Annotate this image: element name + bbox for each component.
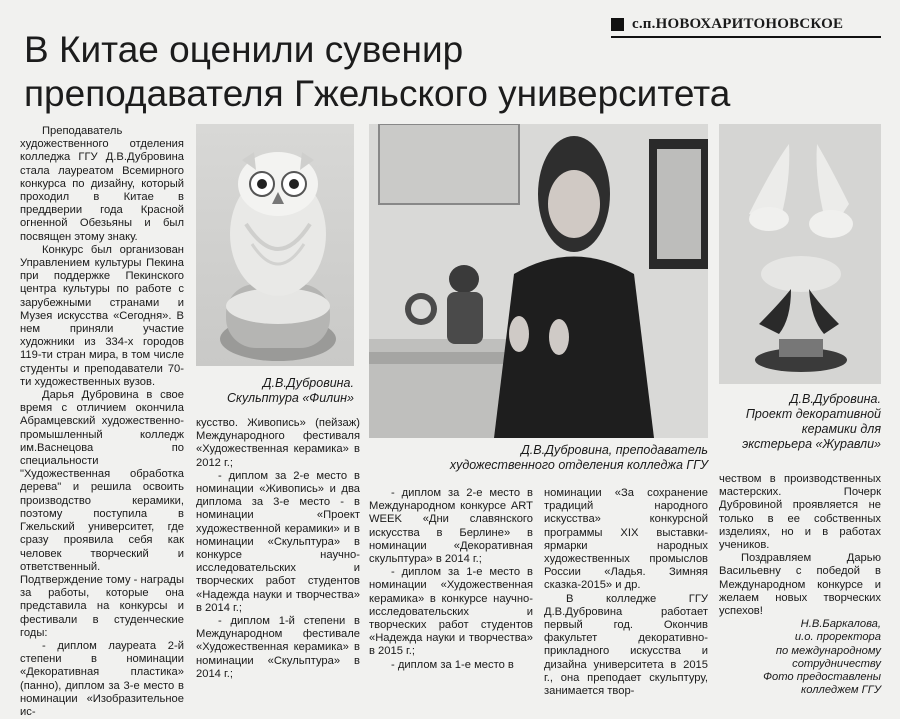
article-column-2	[196, 417, 360, 681]
caption-line: экстерьера «Журавли»	[742, 437, 881, 451]
paragraph: - диплом за 2-е место в номинации «Живопись» и два диплома за 3-е место - в номинации «Проект художественной керамики» и в номинации «Скульптура» в конкурсе научно-исследовательских и творческих работ студентов «Надежда науки и творчества» в 2014 г.;	[196, 469, 360, 614]
owl-caption	[196, 376, 354, 406]
paragraph: - диплом 1-й степени в Международном фестивале «Художественная керамика» в номинации «Скульптура» в 2014 г.;	[196, 615, 360, 680]
signature-line: Н.В.Баркалова,	[800, 618, 881, 631]
paragraph: Преподаватель художественного отделения колледжа ГГУ Д.В.Дубровина стала лауреатом Всемирного конкурса по дизайну, который проходил в Китае в преддверии года Красной огненной Обезьяны и был посвящен этому знаку.	[20, 125, 184, 243]
owl-sculpture-image	[196, 124, 354, 366]
article-column-5	[719, 473, 881, 697]
paragraph: - диплом за 1-е место в номинации «Художественная керамика» в конкурсе научно-исследовательских и творческих работ студентов «Надежда науки и творчества» в 2015 г.;	[369, 566, 533, 658]
cranes-sculpture-image	[719, 124, 881, 384]
photo-credit-line: колледжем ГГУ	[800, 684, 881, 697]
paragraph: Дарья Дубровина в свое время с отличием окончила Абрамцевский художественно-промышленный колледж им.Васнецова по специальности "Художественная обработка дерева" и решила освоить производство керамики, поэтому поступила в Гжельский университет, где сразу проявила себя как человек творческий и ответственный. Подтверждение тому - награды за работы, которые она представила на конкурсы и фестивали в студенческие годы:	[20, 389, 184, 639]
paragraph: - диплом лауреата 2-й степени в номинации «Декоративная пластика» (панно), диплом за 3-е место в номинации «Изобразительное ис-	[20, 639, 184, 718]
paragraph: В колледже ГГУ Д.В.Дубровина работает первый год. Окончив факультет декоративно-прикладного искусства и дизайна университета в 2015 г., она преподает скульптуру, занимается твор-	[544, 592, 708, 698]
caption-line: Д.В.Дубровина, преподаватель	[521, 443, 708, 457]
cranes-caption	[719, 392, 881, 452]
paragraph: - диплом за 2-е место в Международном конкурсе ART WEEK «Дни славянского искусства в Берлине» в номинации «Декоративная скульптура» в 2014 г.;	[369, 487, 533, 566]
signature-line: сотрудничеству	[792, 657, 881, 670]
cranes-sculpture-photo	[719, 124, 881, 384]
caption-line: Д.В.Дубровина.	[262, 376, 354, 390]
paragraph: - диплом за 1-е место в	[391, 658, 514, 671]
signature-line: и.о. проректора	[794, 631, 881, 644]
paragraph: кусство. Живопись» (пейзаж) Международного фестиваля «Художественная керамика» в 2012 г.;	[196, 417, 360, 469]
article-headline	[24, 28, 874, 116]
rubric-label: с.п.НОВОХАРИТОНОВСКОЕ	[632, 15, 844, 32]
teacher-photo	[369, 124, 708, 438]
paragraph: чеством в производственных мастерских. Почерк Дубровиной проявляется не только в ее собственных изделиях, но и в работах учеников.	[719, 473, 881, 552]
teacher-caption	[369, 443, 708, 473]
teacher-image	[369, 124, 708, 438]
photo-credit-line: Фото предоставлены	[763, 671, 881, 684]
owl-sculpture-photo	[196, 124, 354, 366]
caption-line: Скульптура «Филин»	[227, 391, 354, 405]
paragraph: Поздравляем Дарью Васильевну с победой в Международном конкурсе и желаем новых творческих успехов!	[719, 552, 881, 618]
caption-line: художественного отделения колледжа ГГУ	[449, 458, 708, 472]
headline-line-2: преподавателя Гжельского университета	[24, 73, 731, 114]
paragraph: номинации «За сохранение традиций народного искусства» конкурсной программы XIX выставки-ярмарки народных художественных промыслов России «Ладья. Зимняя сказка-2015» и др.	[544, 487, 708, 592]
paragraph: Конкурс был организован Управлением культуры Пекина при поддержке Пекинского центра культуры по работе с зарубежными странами и Музея искусства «Сегодня». В нем приняли участие художники из 334-х городов 119-ти стран мира, в том числе студенты и преподаватели 70-ти художественных вузов.	[20, 243, 184, 388]
article-column-1	[20, 125, 184, 719]
signature-line: по международному	[775, 644, 881, 657]
headline-line-1: В Китае оценили сувенир	[24, 29, 464, 70]
caption-line: керамики для	[801, 422, 881, 436]
caption-line: Д.В.Дубровина.	[789, 392, 881, 406]
article-column-4	[544, 487, 708, 698]
article-column-3	[369, 487, 533, 672]
caption-line: Проект декоративной	[745, 407, 881, 421]
